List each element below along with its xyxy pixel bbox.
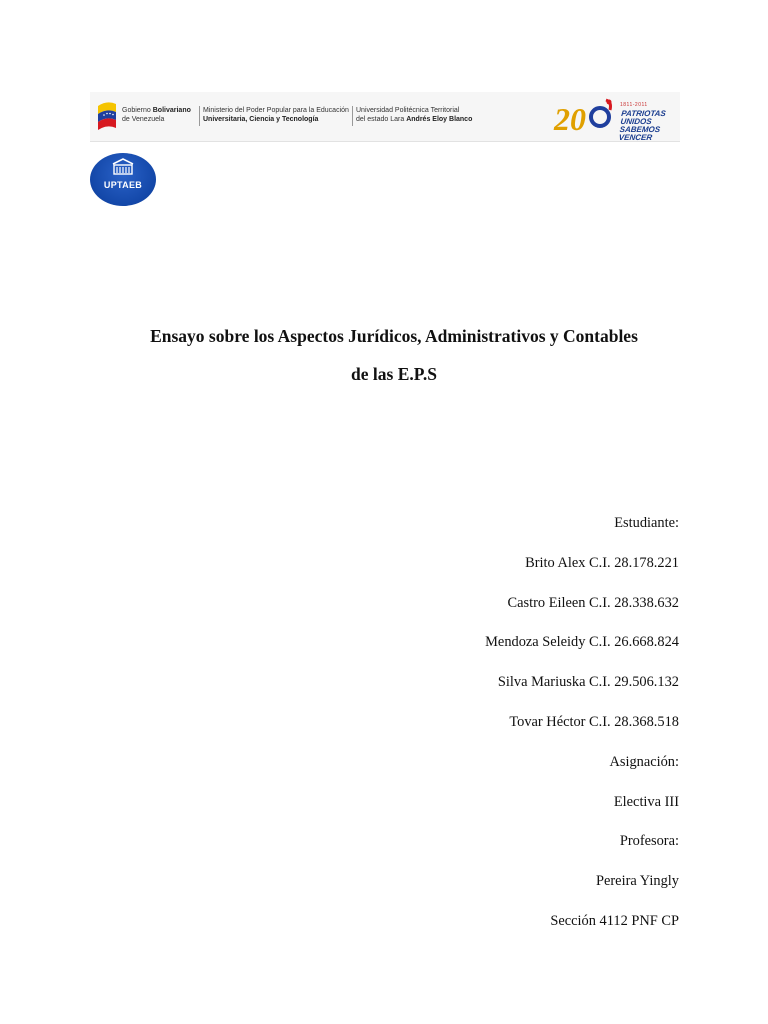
- gobierno-label: Gobierno Bolivariano de Venezuela: [122, 107, 191, 123]
- student-entry: Mendoza Seleidy C.I. 26.668.824: [485, 634, 679, 651]
- venezuela-flag-icon: [96, 100, 118, 132]
- subject-heading: Asignación:: [609, 753, 679, 770]
- svg-text:20: 20: [554, 101, 586, 136]
- uptaeb-label: UPTAEB: [103, 180, 143, 190]
- student-entry: Silva Mariuska C.I. 29.506.132: [497, 674, 679, 691]
- title-line-1: Ensayo sobre los Aspectos Jurídicos, Administrativos y Contables: [150, 326, 638, 346]
- banner-divider: [199, 106, 200, 126]
- universidad-label: Universidad Politécnica Territorial del estado Lara Andrés Eloy Blanco: [356, 107, 473, 123]
- banner-divider: [352, 106, 353, 126]
- subject-name: Electiva III: [613, 793, 679, 810]
- student-entry: Brito Alex C.I. 28.178.221: [525, 554, 679, 571]
- cover-info-block: [259, 510, 679, 948]
- bicentennial-logo-icon: [552, 96, 618, 136]
- uptaeb-logo: [90, 153, 156, 206]
- bicentennial-slogan: PATRIOTAS UNIDOS SABEMOS VENCER: [618, 109, 667, 142]
- professor-name: Pereira Yingly: [596, 873, 679, 890]
- section-label: Sección 4112 PNF CP: [550, 912, 679, 929]
- ministerio-label: Ministerio del Poder Popular para la Educación Universitaria, Ciencia y Tecnología: [203, 107, 349, 123]
- student-entry: Tovar Héctor C.I. 28.368.518: [509, 713, 679, 730]
- students-heading: Estudiante:: [614, 515, 679, 531]
- document-title: [95, 317, 693, 393]
- header-banner: [90, 92, 680, 142]
- student-entry: Castro Eileen C.I. 28.338.632: [507, 594, 679, 611]
- title-line-2: de las E.P.S: [351, 364, 437, 384]
- bicentennial-years: 1811-2011: [620, 102, 648, 108]
- professor-heading: Profesora:: [619, 833, 679, 850]
- university-building-icon: [111, 158, 135, 176]
